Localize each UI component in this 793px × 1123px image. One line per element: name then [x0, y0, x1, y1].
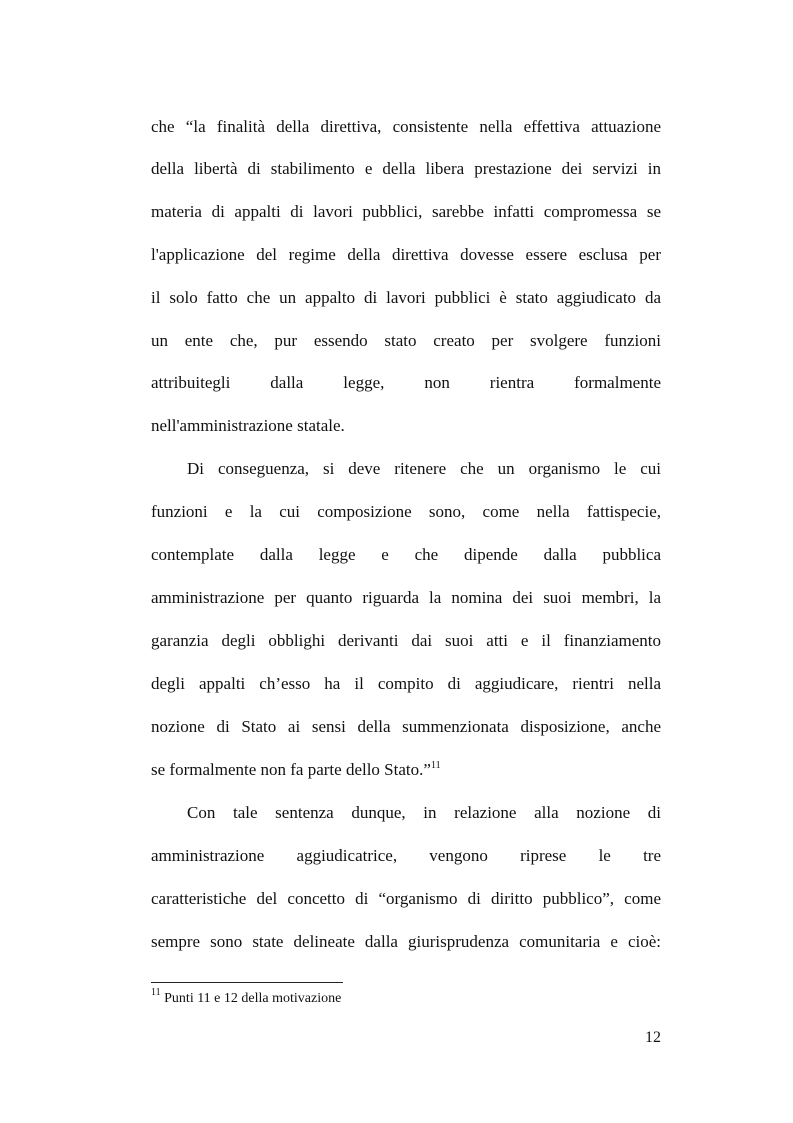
body-text-line: degli appalti ch’esso ha il compito di aggiudicare, rientri nella: [151, 674, 661, 693]
body-text: se formalmente non fa parte dello Stato.”: [151, 760, 431, 779]
footnote-reference[interactable]: 11: [430, 760, 441, 771]
body-text-line: garanzia degli obblighi derivanti dai suoi atti e il finanziamento: [151, 631, 661, 650]
body-text-line: funzioni e la cui composizione sono, come nella fattispecie,: [151, 502, 661, 521]
body-text-line: nozione di Stato ai sensi della summenzionata disposizione, anche: [151, 717, 661, 736]
body-text-line: della libertà di stabilimento e della libera prestazione dei servizi in: [151, 159, 661, 178]
body-text-line: contemplate dalla legge e che dipende dalla pubblica: [151, 545, 661, 564]
body-text-line: amministrazione per quanto riguarda la nomina dei suoi membri, la: [151, 588, 661, 607]
body-text-line: Di conseguenza, si deve ritenere che un organismo le cui: [187, 459, 661, 478]
body-text-line: amministrazione aggiudicatrice, vengono riprese le tre: [151, 846, 661, 865]
footnote-number: 11: [151, 987, 161, 998]
body-text-line: sempre sono state delineate dalla giurisprudenza comunitaria e cioè:: [151, 932, 661, 951]
body-text-line: un ente che, pur essendo stato creato per svolgere funzioni: [151, 331, 661, 350]
page-number: 12: [645, 1029, 661, 1046]
footnote-separator: [151, 982, 343, 983]
body-text-line: [151, 760, 661, 780]
body-text-line: Con tale sentenza dunque, in relazione alla nozione di: [187, 803, 661, 822]
footnote-text: Punti 11 e 12 della motivazione: [164, 991, 342, 1006]
body-text-line: che “la finalità della direttiva, consistente nella effettiva attuazione: [151, 117, 661, 136]
body-text-line: materia di appalti di lavori pubblici, sarebbe infatti compromessa se: [151, 202, 661, 221]
footnote: [151, 987, 342, 1008]
body-text-line: caratteristiche del concetto di “organismo di diritto pubblico”, come: [151, 889, 661, 908]
body-text-line: il solo fatto che un appalto di lavori pubblici è stato aggiudicato da: [151, 288, 661, 307]
body-text-line: nell'amministrazione statale.: [151, 416, 345, 435]
body-text-line: l'applicazione del regime della direttiva dovesse essere esclusa per: [151, 245, 661, 264]
body-text-line: attribuitegli dalla legge, non rientra formalmente: [151, 373, 661, 392]
